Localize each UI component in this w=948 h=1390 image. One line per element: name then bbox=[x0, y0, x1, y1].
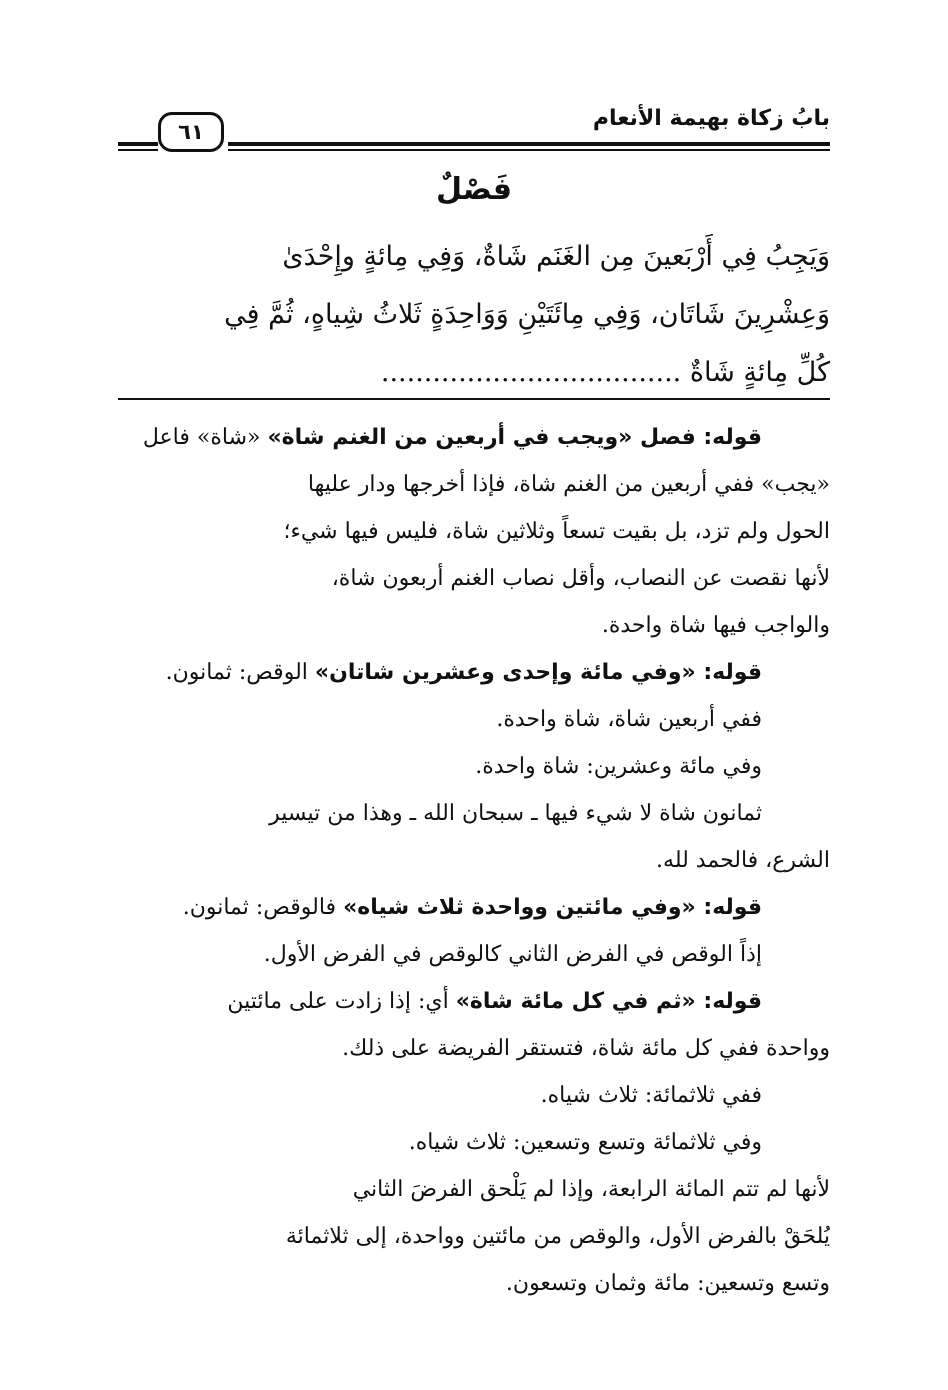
commentary-line bbox=[118, 884, 830, 931]
commentary-body: لأنها لم تتم المائة الرابعة، وإذا لم يَلْحق الفرضَ الثاني bbox=[352, 1177, 830, 1202]
commentary-line bbox=[118, 790, 830, 837]
commentary-line bbox=[118, 978, 830, 1025]
commentary-line bbox=[118, 1119, 830, 1166]
commentary-body: الشرع، فالحمد لله. bbox=[656, 848, 830, 873]
matn-text bbox=[118, 228, 830, 402]
commentary-line bbox=[118, 602, 830, 649]
commentary-line bbox=[118, 1260, 830, 1307]
page-header bbox=[118, 100, 830, 160]
section-heading: فَصْلٌ bbox=[436, 172, 512, 207]
commentary-line bbox=[118, 696, 830, 743]
commentary-body: إذاً الوقص في الفرض الثاني كالوقص في الفرض الأول. bbox=[263, 942, 762, 967]
commentary-line bbox=[118, 649, 830, 696]
commentary-body: فالوقص: ثمانون. bbox=[182, 895, 344, 920]
commentary-line bbox=[118, 1213, 830, 1260]
running-title: بابُ زكاة بهيمة الأنعام bbox=[592, 106, 830, 131]
matn-dots: ................................... bbox=[380, 357, 682, 388]
commentary-line bbox=[118, 837, 830, 884]
header-rule-left-thin bbox=[118, 149, 158, 151]
commentary-line bbox=[118, 1072, 830, 1119]
commentary-lead: قوله: «وفي مائتين وواحدة ثلاث شياه» bbox=[343, 895, 762, 920]
commentary-body: وفي مائة وعشرين: شاة واحدة. bbox=[475, 754, 762, 779]
page-number: ٦١ bbox=[158, 112, 224, 152]
matn-line bbox=[118, 344, 830, 402]
matn-line-text: كُلِّ مِائةٍ شَاةٌ bbox=[689, 357, 830, 388]
commentary-line bbox=[118, 414, 830, 461]
commentary-line bbox=[118, 931, 830, 978]
header-rule-thin bbox=[228, 149, 830, 151]
commentary-body: يُلحَقْ بالفرض الأول، والوقص من مائتين وواحدة، إلى ثلاثمائة bbox=[285, 1224, 830, 1249]
commentary-line bbox=[118, 1025, 830, 1072]
commentary-body: وواحدة ففي كل مائة شاة، فتستقر الفريضة على ذلك. bbox=[342, 1036, 830, 1061]
header-rule-left bbox=[118, 142, 158, 146]
commentary-body: وفي ثلاثمائة وتسع وتسعين: ثلاث شياه. bbox=[408, 1130, 762, 1155]
matn-line: وَعِشْرِينَ شَاتَان، وَفِي مِائَتَيْنِ وَوَاحِدَةٍ ثَلاثُ شِياهٍ، ثُمَّ فِي bbox=[224, 299, 830, 330]
commentary-body: أي: إذا زادت على مائتين bbox=[227, 989, 456, 1014]
commentary-body: وتسع وتسعين: مائة وثمان وتسعون. bbox=[505, 1271, 830, 1296]
commentary-lead: قوله: فصل «ويجب في أربعين من الغنم شاة» bbox=[267, 425, 762, 450]
commentary-line bbox=[118, 743, 830, 790]
commentary-line bbox=[118, 1166, 830, 1213]
commentary-body: ففي ثلاثمائة: ثلاث شياه. bbox=[540, 1083, 762, 1108]
matn-line: وَيَجِبُ فِي أَرْبَعينَ مِن الغَنَم شَاةٌ، وَفِي مِائةٍ وإِحْدَىٰ bbox=[282, 241, 830, 272]
commentary-body: «شاة» فاعل bbox=[142, 425, 268, 450]
commentary-body: ثمانون شاة لا شيء فيها ـ سبحان الله ـ وهذا من تيسير bbox=[269, 801, 762, 826]
commentary-body: والواجب فيها شاة واحدة. bbox=[601, 613, 830, 638]
matn-divider bbox=[118, 398, 830, 400]
commentary-body: لأنها نقصت عن النصاب، وأقل نصاب الغنم أربعون شاة، bbox=[331, 566, 830, 591]
commentary-line bbox=[118, 555, 830, 602]
commentary-body: «يجب» ففي أربعين من الغنم شاة، فإذا أخرجها ودار عليها bbox=[307, 472, 830, 497]
commentary-body: الحول ولم تزد، بل بقيت تسعاً وثلاثين شاة، فليس فيها شيء؛ bbox=[283, 519, 830, 544]
commentary-body: الوقص: ثمانون. bbox=[165, 660, 315, 685]
commentary-line bbox=[118, 461, 830, 508]
commentary-lead: قوله: «ثم في كل مائة شاة» bbox=[455, 989, 762, 1014]
commentary-text bbox=[118, 414, 830, 1307]
commentary-lead: قوله: «وفي مائة وإحدى وعشرين شاتان» bbox=[314, 660, 762, 685]
header-rule bbox=[228, 142, 830, 146]
commentary-body: ففي أربعين شاة، شاة واحدة. bbox=[496, 707, 762, 732]
commentary-line bbox=[118, 508, 830, 555]
